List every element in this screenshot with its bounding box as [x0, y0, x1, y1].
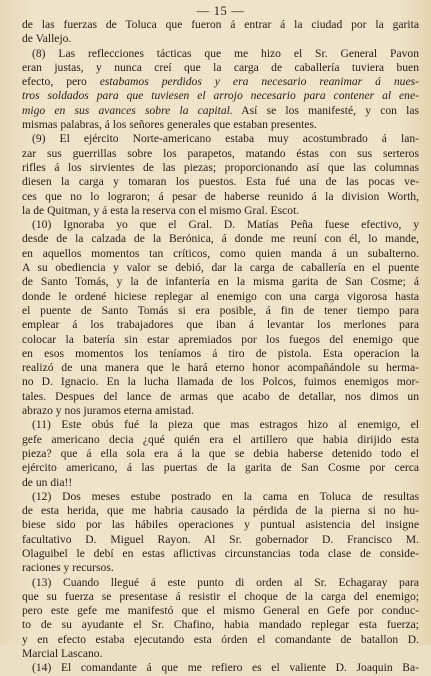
text-line: donde le ordené hiciese replegar al enemigo con una carga vigorosa hasta: [22, 289, 419, 303]
italic-phrase: tros soldados para que tuviesen el arrojo necesario para contener al ene-: [22, 89, 419, 103]
text-line: Marcial Lascano.: [22, 647, 103, 661]
text-line: realizó de una manera que le hará eterno honor acompañándole su herma-: [22, 361, 419, 375]
footnotes-body: [22, 18, 419, 676]
italic-phrase: migo en sus avances sobre la capital.: [22, 103, 233, 117]
text-line: no D. Ignacio. En la lucha llamada de los Polcos, fuimos enemigos mor-: [22, 375, 419, 389]
text-line: eran justas, y nunca creí que la carga de caballería tuviera buen: [22, 60, 419, 74]
text-line: en esos momentos los teníamos á tiro de pistola. Esta operacion la: [22, 346, 419, 360]
text-line: de las fuerzas de Toluca que fueron á entrar á la ciudad por la garita: [22, 18, 419, 31]
text-line: diesen la carga y tomaran los puestos. Esta fué una de las pocas ve-: [22, 175, 419, 189]
text-line: pieza? que á ella sola era á la que se debia haberse detenido todo el: [22, 446, 419, 460]
text-line: tales. Despues del lance de armas que acabo de detallar, nos dimos un: [22, 389, 419, 403]
text-line: (13) Cuando llegué á este punto di orden al Sr. Echagaray para: [32, 575, 419, 589]
text-line: de Vallejo.: [22, 32, 72, 46]
text-line: (14) El comandante á que me refiero es el valiente D. Joaquin Ba-: [32, 661, 419, 675]
text-line: que su fuerza se presentase á resistir el choque de la carga del enemigo;: [22, 589, 419, 603]
text-line: ces que no lo lograron; á pesar de haberse reunido á la division Worth,: [22, 189, 419, 203]
text-line: (8) Las reflecciones tácticas que me hizo el Sr. General Pavon: [32, 46, 419, 60]
page-number-dash-right: —: [231, 4, 245, 18]
text-line: biese sido por las hábiles operaciones y puntual asistencia del insigne: [22, 518, 419, 532]
text-line: to de su ayudante el Sr. Chafino, habia mandado replegar esta fuerza;: [22, 618, 419, 632]
page-number-value: 15: [213, 4, 228, 18]
text-line: migo en sus avances sobre la capital. Así se los manifesté, y con las: [22, 103, 419, 117]
text-line: ejército americano, á las puertas de la garita de San Cosme por cerca: [22, 461, 419, 475]
text-line: (12) Dos meses estube postrado en la cama en Toluca de resultas: [32, 489, 419, 503]
text-line: la de Quitman, y á esta la reserva con el mismo Gral. Escot.: [22, 203, 300, 217]
text-line: de esta herida, que me habria causado la pérdida de la pierna si no hu-: [22, 504, 419, 518]
text-line: A su obediencia y valor se debió, dar la carga de caballería en el puente: [22, 261, 419, 275]
text-line: (9) El ejército Norte-americano estaba muy acostumbrado á lan-: [32, 132, 419, 146]
text-line: de un dia!!: [22, 475, 73, 489]
text-line: efecto, pero estabamos perdidos y era necesario reanimar á nues-: [22, 75, 419, 89]
text-line: y en efecto estaba ejecutando esta órden el comandante de batallon D.: [22, 632, 419, 646]
text-line: Olaguibel le debí en estas aflictivas circunstancias toda clase de conside-: [22, 546, 419, 560]
text-line: (10) Ignoraba yo que el Gral. D. Matías Peña fuese efectivo, y: [32, 218, 419, 232]
page-number-dash-left: —: [196, 4, 210, 18]
text-line: [22, 89, 419, 103]
italic-phrase: estabamos perdidos y era necesario reanimar á nues-: [99, 75, 419, 89]
text-line: en aquellos momentos tan críticos, como quien manda á un subalterno.: [22, 246, 419, 260]
text-line: (11) Este obús fué la pieza que mas estragos hizo al enemigo, el: [32, 418, 419, 432]
text-line: zar sus guerrillas sobre los parapetos, matando éstas con sus serteros: [22, 146, 419, 160]
text-line: rifles á los sirvientes de las piezas; proporcionando así que las columnas: [22, 160, 419, 174]
text-line: abrazo y nos juramos eterna amistad.: [22, 404, 194, 418]
text-line: gefe americano decia ¿qué quién era el artillero que habia dirijido esta: [22, 432, 419, 446]
text-line: mismas palabras, á los señores generales que estaban presentes.: [22, 118, 317, 132]
text-line: desde de la calzada de la Berónica, á donde me reuní con él, lo mande,: [22, 232, 419, 246]
text-line: colocar la batería sin estar apremiados por los fuegos del enemigo que: [22, 332, 419, 346]
text-line: raciones y recursos.: [22, 561, 114, 575]
page-number: [22, 4, 419, 18]
text-line: pero este gefe me manifestó que el mismo General en Gefe por conduc-: [22, 604, 419, 618]
text-line: el puente de Santo Tomás si era posible, á fin de tener tiempo para: [22, 303, 419, 317]
text-line: emplear á los trabajadores que iban á levantar los merlones para: [22, 318, 419, 332]
text-line: de Santo Tomás, y la de infantería en la misma garita de San Cosme; á: [22, 275, 419, 289]
text-line: facultativo D. Miguel Rayon. Al Sr. gobernador D. Francisco M.: [22, 532, 419, 546]
